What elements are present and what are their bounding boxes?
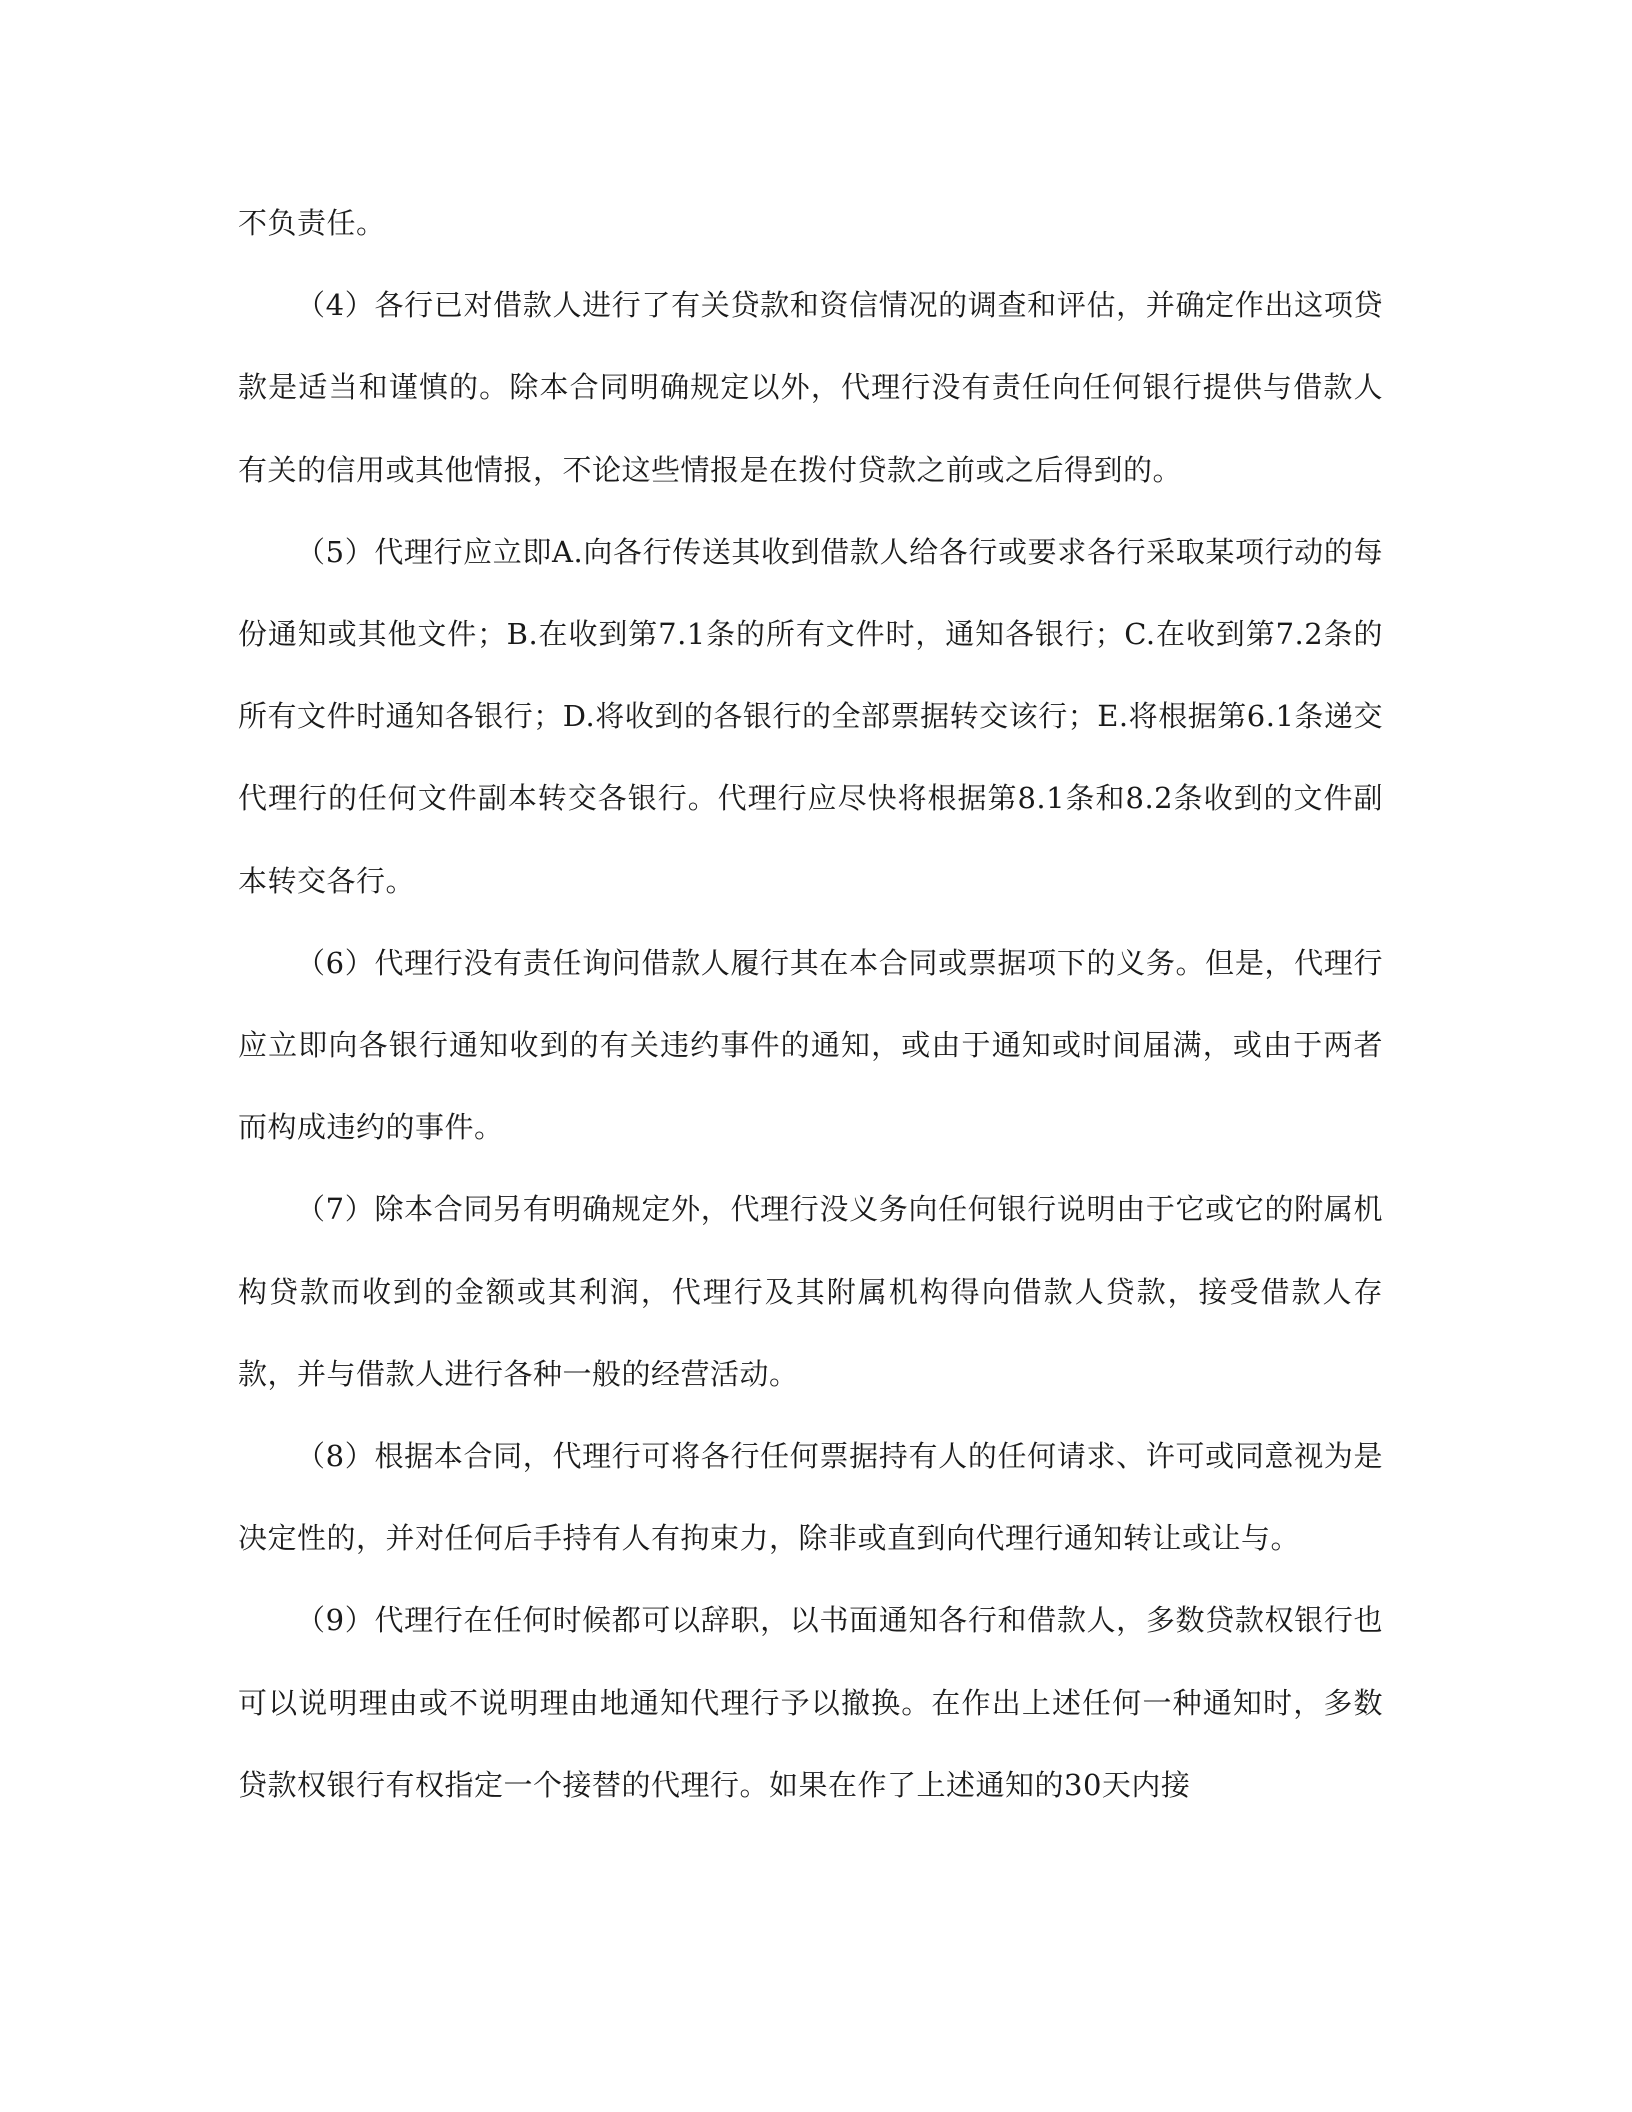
paragraph-clause-4: （4）各行已对借款人进行了有关贷款和资信情况的调查和评估，并确定作出这项贷款是适当和谨慎的。除本合同明确规定以外，代理行没有责任向任何银行提供与借款人有关的信用或其他情报，不论这些情报是在拨付贷款之前或之后得到的。 [238, 288, 1383, 487]
paragraph-clause-9: （9）代理行在任何时候都可以辞职，以书面通知各行和借款人，多数贷款权银行也可以说明理由或不说明理由地通知代理行予以撤换。在作出上述任何一种通知时，多数贷款权银行有权指定一个接替的代理行。如果在作了上述通知的30天内接 [238, 1603, 1383, 1802]
paragraph-clause-6: （6）代理行没有责任询问借款人履行其在本合同或票据项下的义务。但是，代理行应立即向各银行通知收到的有关违约事件的通知，或由于通知或时间届满，或由于两者而构成违约的事件。 [238, 945, 1383, 1145]
paragraph-clause-5: （5）代理行应立即A.向各行传送其收到借款人给各行或要求各行采取某项行动的每份通知或其他文件；B.在收到第7.1条的所有文件时，通知各银行；C.在收到第7.2条的所有文件时通知各银行；D.将收到的各银行的全部票据转交该行；E.将根据第6.1条递交代理行的任何文件副本转交各银行。代理行应尽快将根据第8.1条和8.2条收到的文件副本转交各行。 [238, 534, 1383, 898]
document-body [238, 182, 1383, 1826]
paragraph-continuation: 不负责任。 [238, 206, 386, 240]
paragraph-clause-8: （8）根据本合同，代理行可将各行任何票据持有人的任何请求、许可或同意视为是决定性的，并对任何后手持有人有拘束力，除非或直到向代理行通知转让或让与。 [238, 1439, 1383, 1556]
paragraph-clause-7: （7）除本合同另有明确规定外，代理行没义务向任何银行说明由于它或它的附属机构贷款而收到的金额或其利润，代理行及其附属机构得向借款人贷款，接受借款人存款，并与借款人进行各种一般的经营活动。 [238, 1192, 1383, 1391]
